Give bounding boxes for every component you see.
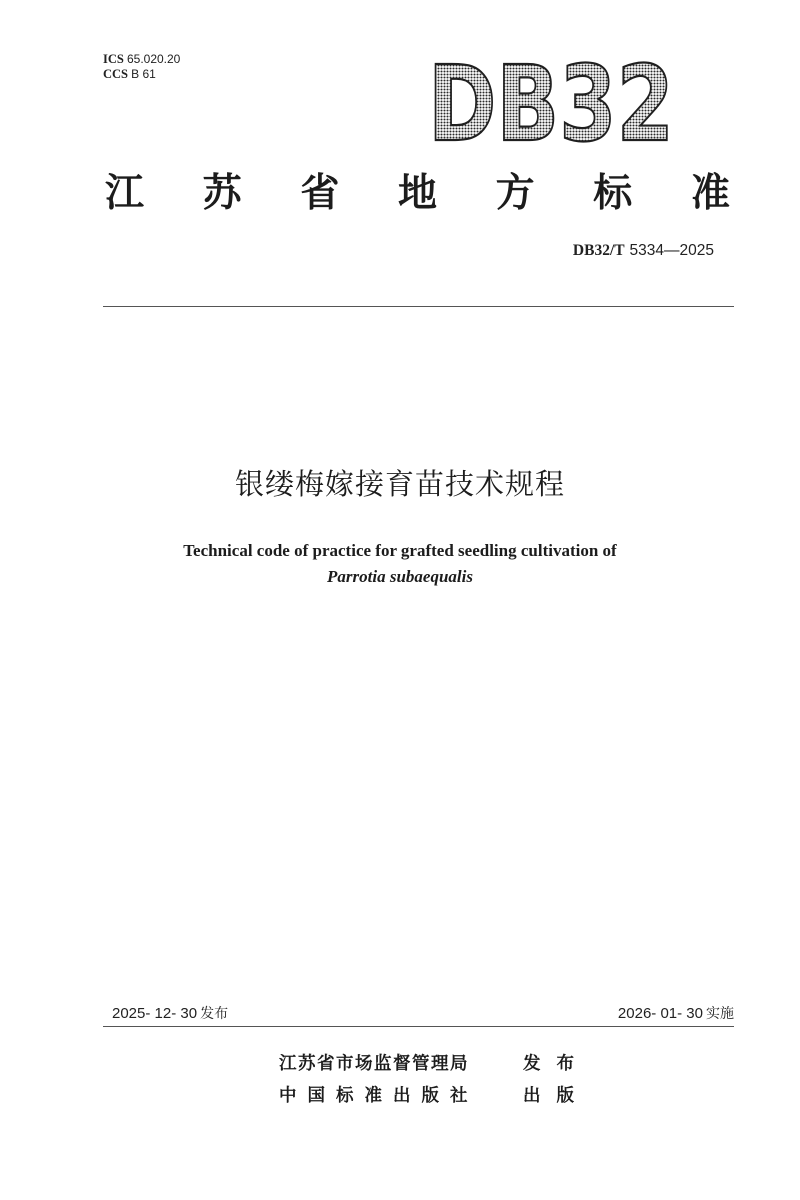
ccs-code-row (103, 67, 180, 82)
standard-category (105, 167, 730, 221)
category-char: 准 (690, 171, 730, 216)
ics-code-row (103, 52, 180, 67)
issuing-authority: 江苏省市场监督管理局 (279, 1054, 469, 1074)
category-char: 省 (300, 171, 340, 216)
standard-number (573, 241, 714, 260)
issue-date (112, 1003, 228, 1023)
ics-value: 65.020.20 (126, 52, 181, 66)
standard-number-value: 5334—2025 (629, 242, 714, 259)
category-char: 江 (105, 171, 145, 216)
implementation-date-value: 2026- 01- 30 (617, 1005, 703, 1022)
implementation-date-suffix: 实施 (706, 1006, 734, 1022)
category-char: 地 (397, 171, 437, 216)
issuing-action: 发布 (523, 1054, 590, 1074)
db32-logo-text: DB32 (428, 43, 674, 165)
category-char: 苏 (202, 171, 242, 216)
ics-label: ICS (103, 52, 124, 66)
publishing-action: 出版 (523, 1086, 590, 1106)
implementation-date (618, 1003, 734, 1023)
bottom-divider (103, 1026, 734, 1027)
publisher: 中国标准出版社 (279, 1086, 479, 1106)
issue-date-value: 2025- 12- 30 (112, 1005, 198, 1022)
ccs-value: B 61 (131, 67, 156, 81)
top-divider (103, 306, 734, 307)
ccs-label: CCS (103, 67, 129, 81)
category-char: 方 (495, 171, 535, 216)
title-scientific-name: Parrotia subaequalis (327, 567, 473, 586)
title-english-line: Technical code of practice for grafted seedling cultivation of (183, 541, 617, 560)
classification-codes (103, 52, 180, 82)
standard-number-prefix: DB32/T (572, 242, 625, 259)
title-english (0, 538, 800, 590)
issue-date-suffix: 发布 (200, 1006, 229, 1022)
title-chinese: 银缕梅嫁接育苗技术规程 (234, 467, 565, 501)
category-char: 标 (593, 171, 633, 216)
db32-logo (428, 43, 678, 165)
